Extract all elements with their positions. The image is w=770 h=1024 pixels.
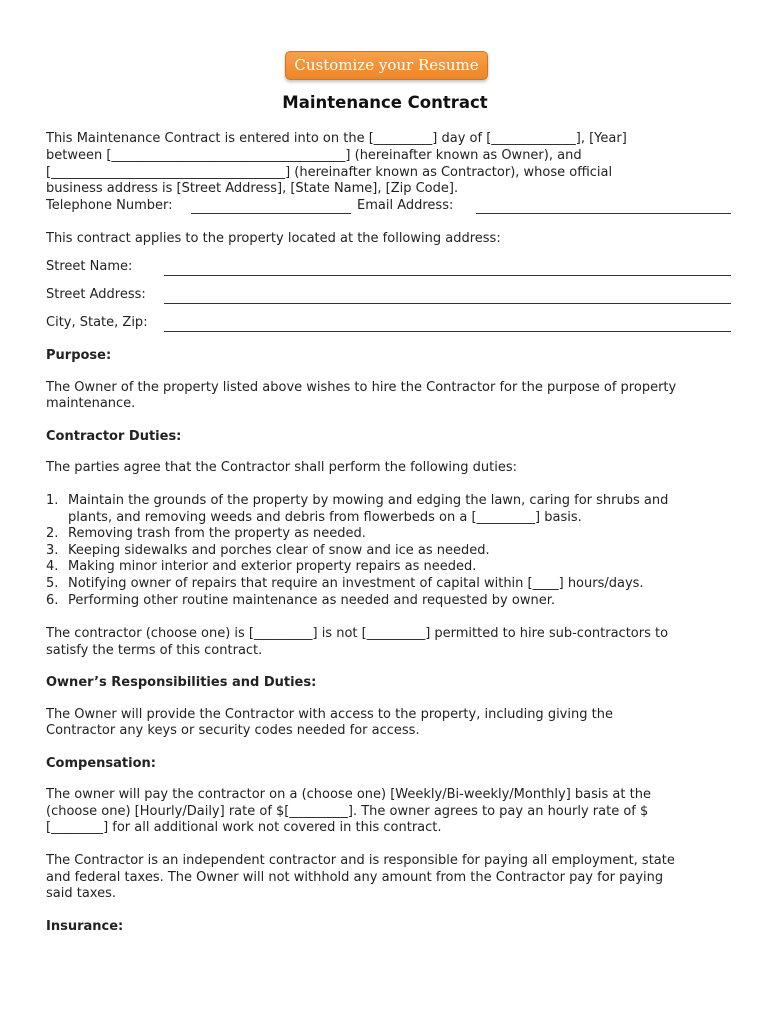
list-item-text: Performing other routine maintenance as needed and requested by owner. — [68, 593, 555, 608]
list-item-number: 2. — [46, 526, 59, 541]
duties-intro: The parties agree that the Contractor shall perform the following duties: — [46, 460, 518, 475]
document-title: Maintenance Contract — [282, 93, 488, 112]
city-state-zip-field[interactable] — [164, 331, 731, 332]
customize-resume-button[interactable]: Customize your Resume — [285, 51, 488, 80]
taxes-line-3: said taxes. — [46, 886, 116, 901]
list-item-number: 3. — [46, 543, 59, 558]
list-item-number: 1. — [46, 493, 59, 508]
insurance-heading: Insurance: — [46, 919, 124, 934]
taxes-line-1: The Contractor is an independent contractor and is responsible for paying all employment, state — [46, 853, 675, 868]
intro-line-2: between [____________________________________] (hereinafter known as Owner), and — [46, 148, 582, 163]
street-address-label: Street Address: — [46, 287, 146, 302]
email-label: Email Address: — [357, 198, 454, 213]
list-item — [46, 576, 644, 593]
list-item-text: plants, and removing weeds and debris from flowerbeds on a [_________] basis. — [68, 510, 582, 525]
list-item — [46, 493, 668, 510]
taxes-line-2: and federal taxes. The Owner will not withhold any amount from the Contractor pay for paying — [46, 870, 664, 885]
list-item-text: Making minor interior and exterior property repairs as needed. — [68, 559, 477, 574]
list-item-number: 6. — [46, 593, 59, 608]
list-item-text: Notifying owner of repairs that require an investment of capital within [____] hours/days. — [68, 576, 644, 591]
list-item-number: 5. — [46, 576, 59, 591]
compensation-heading: Compensation: — [46, 756, 156, 771]
owner-line-2: Contractor any keys or security codes needed for access. — [46, 723, 420, 738]
property-intro: This contract applies to the property located at the following address: — [46, 231, 501, 246]
list-item — [46, 543, 490, 560]
duties-heading: Contractor Duties: — [46, 429, 182, 444]
list-item-text: Removing trash from the property as needed. — [68, 526, 366, 541]
owner-line-1: The Owner will provide the Contractor with access to the property, including giving the — [46, 707, 613, 722]
purpose-line-2: maintenance. — [46, 396, 136, 411]
street-name-label: Street Name: — [46, 259, 133, 274]
subcontractor-line-2: satisfy the terms of this contract. — [46, 643, 263, 658]
list-item — [46, 510, 582, 527]
intro-line-3: [____________________________________] (hereinafter known as Contractor), whose official — [46, 165, 613, 180]
purpose-heading: Purpose: — [46, 348, 112, 363]
compensation-line-1: The owner will pay the contractor on a (choose one) [Weekly/Bi-weekly/Monthly] basis at the — [46, 787, 651, 802]
compensation-line-2: (choose one) [Hourly/Daily] rate of $[_________]. The owner agrees to pay an hourly rate of $ — [46, 804, 649, 819]
purpose-line-1: The Owner of the property listed above wishes to hire the Contractor for the purpose of property — [46, 380, 677, 395]
list-item-text: Maintain the grounds of the property by mowing and edging the lawn, caring for shrubs and — [68, 493, 669, 508]
list-item-text: Keeping sidewalks and porches clear of snow and ice as needed. — [68, 543, 490, 558]
email-field[interactable] — [476, 213, 731, 214]
telephone-field[interactable] — [191, 213, 351, 214]
subcontractor-line-1: The contractor (choose one) is [_________] is not [_________] permitted to hire sub-contractors to — [46, 626, 669, 641]
telephone-label: Telephone Number: — [46, 198, 173, 213]
compensation-line-3: [________] for all additional work not covered in this contract. — [46, 820, 442, 835]
street-address-field[interactable] — [164, 303, 731, 304]
list-item — [46, 559, 476, 576]
owner-heading: Owner’s Responsibilities and Duties: — [46, 675, 317, 690]
city-state-zip-label: City, State, Zip: — [46, 315, 148, 330]
list-item-number: 4. — [46, 559, 59, 574]
street-name-field[interactable] — [164, 275, 731, 276]
list-item — [46, 593, 555, 610]
list-item — [46, 526, 366, 543]
intro-line-4: business address is [Street Address], [State Name], [Zip Code]. — [46, 181, 459, 196]
intro-line-1: This Maintenance Contract is entered into on the [_________] day of [_____________], [Year] — [46, 131, 627, 146]
